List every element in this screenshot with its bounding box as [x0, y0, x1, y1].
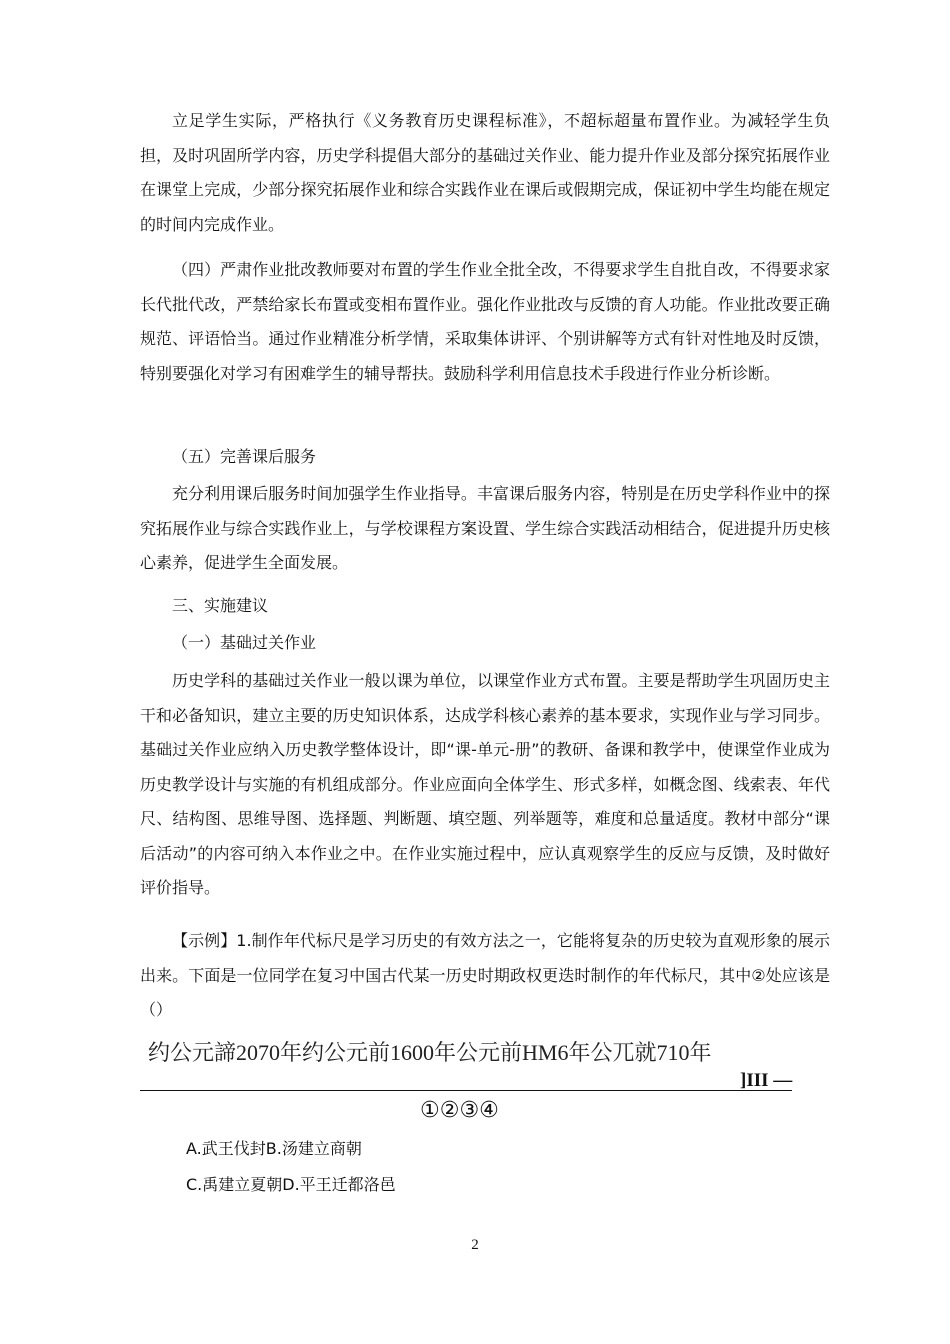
- timeline-labels: 约公元諦2070年约公元前1600年公元前HM6年公兀就710年: [148, 1040, 712, 1065]
- paragraph-homework-load: 立足学生实际，严格执行《义务教育历史课程标准》，不超标超量布置作业。为减轻学生负担，及时巩固所学内容，历史学科提倡大部分的基础过关作业、能力提升作业及部分探究拓展作业在课堂上完成，少部分探究拓展作业和综合实践作业在课后或假期完成，保证初中学生均能在规定的时间内完成作业。: [140, 111, 830, 234]
- timeline-circled-numbers: ①②③④: [420, 1098, 499, 1123]
- paragraph-homework-grading: （四）严肃作业批改教师要对布置的学生作业全批全改，不得要求学生自批自改，不得要求家长代批代改，严禁给家长布置或变相布置作业。强化作业批改与反馈的育人功能。作业批改要正确规范、评语恰当。通过作业精准分析学情，采取集体讲评、个别讲解等方式有针对性地及时反馈，特别要强化对学习有困难学生的辅导帮扶。鼓励科学利用信息技术手段进行作业分析诊断。: [140, 260, 830, 383]
- heading-implementation-suggestions: 三、实施建议: [172, 596, 269, 615]
- answer-options-cd: C.禹建立夏朝D.平王迁都洛邑: [186, 1175, 396, 1194]
- timeline-end-mark: ]III —: [740, 1070, 793, 1091]
- answer-options-ab: A.武王伐封B.汤建立商朝: [186, 1139, 362, 1158]
- heading-basic-homework: （一）基础过关作业: [172, 633, 317, 652]
- timeline-axis-line: [140, 1090, 792, 1091]
- page-number: 2: [471, 1237, 479, 1253]
- paragraph-basic-homework: 历史学科的基础过关作业一般以课为单位，以课堂作业方式布置。主要是帮助学生巩固历史主干和必备知识，建立主要的历史知识体系，达成学科核心素养的基本要求，实现作业与学习同步。基础过关作业应纳入历史教学整体设计，即“课-单元-册”的教研、备课和教学中，使课堂作业成为历史教学设计与实施的有机组成部分。作业应面向全体学生、形式多样，如概念图、线索表、年代尺、结构图、思维导图、选择题、判断题、填空题、列举题等，难度和总量适度。教材中部分“课后活动”的内容可纳入本作业之中。在作业实施过程中，应认真观察学生的反应与反馈，及时做好评价指导。: [140, 671, 830, 897]
- paragraph-after-school-service: 充分利用课后服务时间加强学生作业指导。丰富课后服务内容，特别是在历史学科作业中的探究拓展作业与综合实践作业上，与学校课程方案设置、学生综合实践活动相结合，促进提升历史核心素养，促进学生全面发展。: [140, 484, 830, 572]
- heading-after-school-service: （五）完善课后服务: [172, 447, 317, 466]
- paragraph-example-question: 【示例】1.制作年代标尺是学习历史的有效方法之一，它能将复杂的历史较为直观形象的展示出来。下面是一位同学在复习中国古代某一历史时期政权更迭时制作的年代标尺，其中②处应该是（）: [140, 931, 830, 1019]
